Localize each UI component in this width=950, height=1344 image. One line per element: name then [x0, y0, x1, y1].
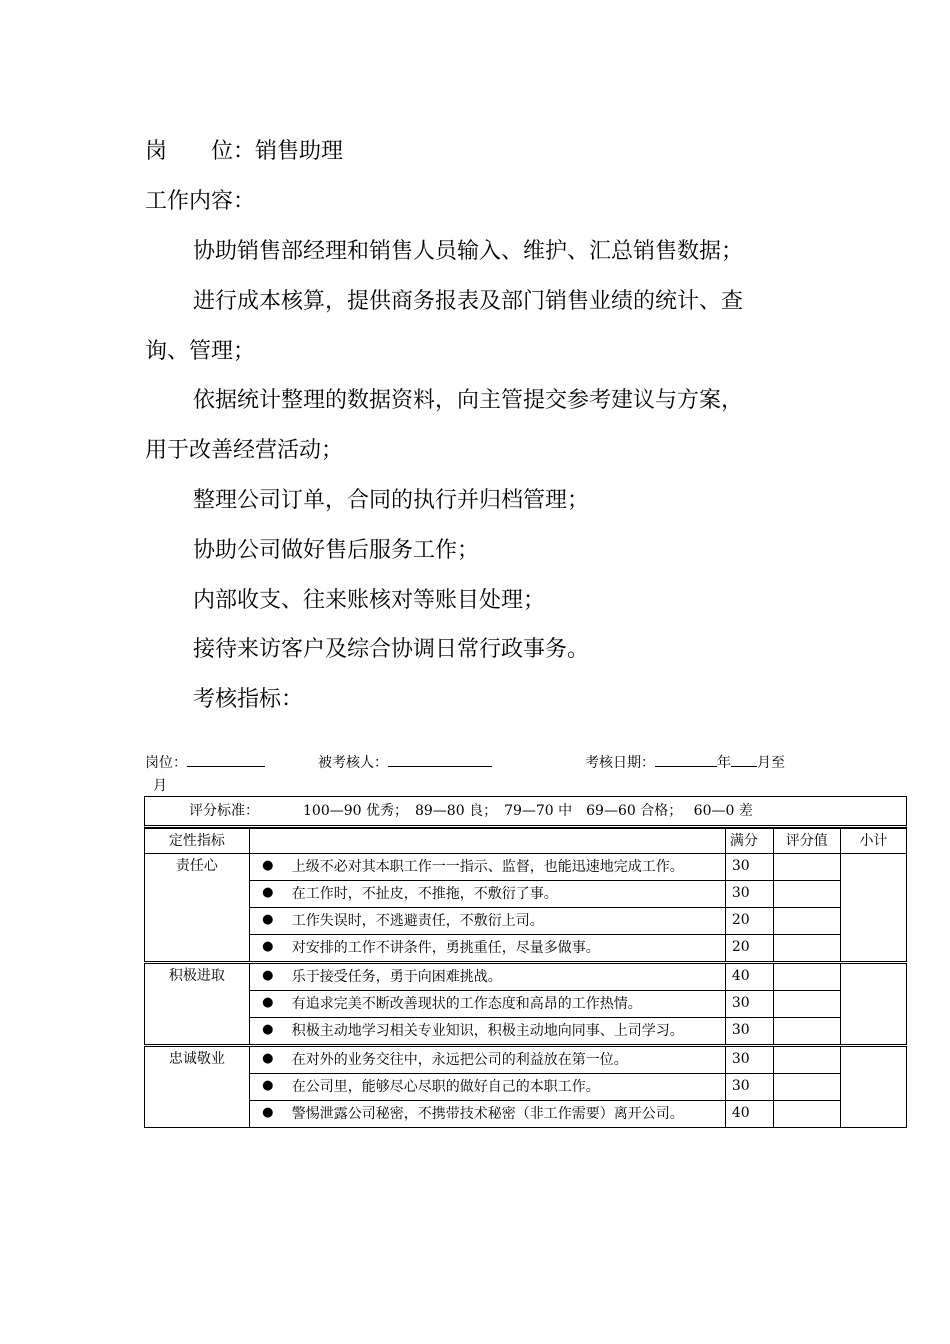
rating-cell[interactable]	[773, 908, 840, 935]
table-row	[145, 908, 907, 935]
duty-2: 进行成本核算，提供商务报表及部门销售业绩的统计、查	[193, 289, 744, 314]
assessee-blank[interactable]	[388, 752, 492, 767]
duty-3-cont: 用于改善经营活动；	[145, 438, 344, 463]
month-blank[interactable]	[731, 752, 757, 767]
form-position	[145, 752, 265, 772]
duty-3: 依据统计整理的数据资料，向主管提交参考建议与方案，	[193, 388, 744, 413]
bullet-icon: ●	[249, 908, 285, 935]
criterion-text: 在公司里，能够尽心尽职的做好自己的本职工作。	[286, 1074, 726, 1101]
form-date-label: 考核日期：	[585, 755, 655, 771]
table-row	[145, 1046, 907, 1074]
subtotal-cell[interactable]	[840, 1046, 906, 1128]
form-month: 月	[153, 778, 167, 794]
full-score: 30	[725, 991, 773, 1018]
full-score: 20	[725, 908, 773, 935]
criterion-text: 工作失误时，不逃避责任，不敷衍上司。	[286, 908, 726, 935]
position-line	[145, 138, 343, 166]
bullet-icon: ●	[249, 881, 285, 908]
table-row	[145, 935, 907, 963]
header-full-score: 满分	[725, 829, 773, 854]
scale-text: 100—90 优秀； 89—80 良； 79—70 中 69—60 合格； 60—0 差	[303, 803, 753, 819]
rating-cell[interactable]	[773, 1018, 840, 1046]
header-qualitative: 定性指标	[145, 829, 250, 854]
position-label: 岗 位：	[145, 139, 256, 164]
table-row	[145, 1018, 907, 1046]
scale-label: 评分标准：	[189, 803, 259, 819]
bullet-icon: ●	[249, 1046, 285, 1074]
evaluation-table	[144, 828, 907, 1128]
bullet-icon: ●	[249, 1018, 285, 1046]
header-blank	[249, 829, 725, 854]
duty-6: 内部收支、往来账核对等账目处理；	[193, 588, 546, 613]
full-score: 40	[725, 1101, 773, 1128]
table-header-row	[145, 829, 907, 854]
header-subtotal: 小计	[840, 829, 906, 854]
category-initiative: 积极进取	[145, 963, 250, 1046]
criterion-text: 在对外的业务交往中，永远把公司的利益放在第一位。	[286, 1046, 726, 1074]
subtotal-cell[interactable]	[840, 963, 906, 1046]
duty-5: 协助公司做好售后服务工作；	[193, 538, 480, 563]
header-rating: 评分值	[773, 829, 840, 854]
year-blank[interactable]	[655, 752, 717, 767]
rating-cell[interactable]	[773, 1101, 840, 1128]
bullet-icon: ●	[249, 854, 285, 881]
table-row	[145, 963, 907, 991]
rating-cell[interactable]	[773, 991, 840, 1018]
table-row	[145, 1101, 907, 1128]
bullet-icon: ●	[249, 963, 285, 991]
rating-cell[interactable]	[773, 881, 840, 908]
form-assessee	[318, 752, 492, 772]
bullet-icon: ●	[249, 935, 285, 963]
form-position-label: 岗位：	[145, 755, 187, 771]
full-score: 30	[725, 1074, 773, 1101]
rating-cell[interactable]	[773, 1046, 840, 1074]
subtotal-cell[interactable]	[840, 854, 906, 963]
category-responsibility: 责任心	[145, 854, 250, 963]
criterion-text: 在工作时，不扯皮，不推拖，不敷衍了事。	[286, 881, 726, 908]
full-score: 40	[725, 963, 773, 991]
full-score: 30	[725, 854, 773, 881]
full-score: 20	[725, 935, 773, 963]
month-to-text: 月至	[757, 755, 785, 771]
full-score: 30	[725, 881, 773, 908]
criterion-text: 上级不必对其本职工作一一指示、监督，也能迅速地完成工作。	[286, 854, 726, 881]
work-content-label: 工作内容：	[145, 189, 256, 214]
category-loyalty: 忠诚敬业	[145, 1046, 250, 1128]
scoring-scale	[144, 796, 907, 828]
year-text: 年	[717, 755, 731, 771]
duty-4: 整理公司订单，合同的执行并归档管理；	[193, 488, 590, 513]
position-blank[interactable]	[187, 752, 265, 767]
full-score: 30	[725, 1046, 773, 1074]
criterion-text: 警惕泄露公司秘密，不携带技术秘密（非工作需要）离开公司。	[286, 1101, 726, 1128]
duty-1: 协助销售部经理和销售人员输入、维护、汇总销售数据；	[193, 239, 744, 264]
criterion-text: 积极主动地学习相关专业知识，积极主动地向同事、上司学习。	[286, 1018, 726, 1046]
rating-cell[interactable]	[773, 935, 840, 963]
bullet-icon: ●	[249, 1074, 285, 1101]
criterion-text: 对安排的工作不讲条件，勇挑重任，尽量多做事。	[286, 935, 726, 963]
criterion-text: 乐于接受任务，勇于向困难挑战。	[286, 963, 726, 991]
duty-7: 接待来访客户及综合协调日常行政事务。	[193, 637, 590, 662]
table-row	[145, 881, 907, 908]
bullet-icon: ●	[249, 991, 285, 1018]
rating-cell[interactable]	[773, 1074, 840, 1101]
rating-cell[interactable]	[773, 963, 840, 991]
table-row	[145, 854, 907, 881]
form-date	[585, 752, 785, 772]
full-score: 30	[725, 1018, 773, 1046]
table-row	[145, 1074, 907, 1101]
rating-cell[interactable]	[773, 854, 840, 881]
bullet-icon: ●	[249, 1101, 285, 1128]
table-row	[145, 991, 907, 1018]
criterion-text: 有追求完美不断改善现状的工作态度和高昂的工作热情。	[286, 991, 726, 1018]
form-assessee-label: 被考核人：	[318, 755, 388, 771]
duty-2-cont: 询、管理；	[145, 339, 256, 364]
position-value: 销售助理	[255, 139, 344, 164]
kpi-heading: 考核指标：	[193, 687, 304, 712]
